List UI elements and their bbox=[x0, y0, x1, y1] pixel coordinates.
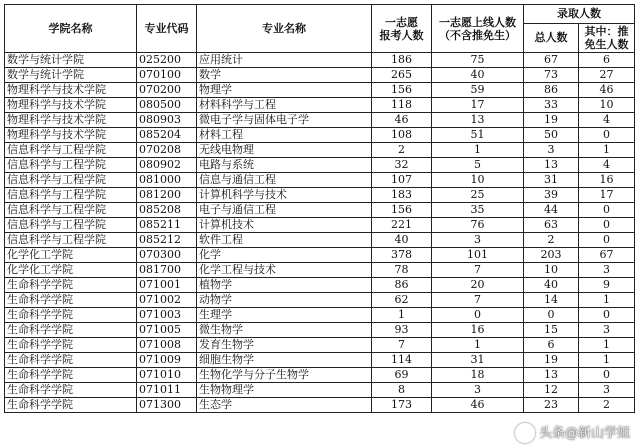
cell-exempt: 0 bbox=[579, 308, 635, 323]
cell-applicants: 221 bbox=[372, 218, 432, 233]
cell-major: 应用统计 bbox=[197, 53, 372, 68]
cell-passed: 16 bbox=[432, 323, 524, 338]
cell-passed: 0 bbox=[432, 308, 524, 323]
table-row bbox=[5, 68, 635, 83]
cell-exempt: 0 bbox=[579, 218, 635, 233]
cell-code: 085212 bbox=[137, 233, 197, 248]
cell-major: 电子与通信工程 bbox=[197, 203, 372, 218]
cell-code: 071011 bbox=[137, 383, 197, 398]
table-row bbox=[5, 383, 635, 398]
table-row bbox=[5, 338, 635, 353]
cell-major: 生物化学与分子生物学 bbox=[197, 368, 372, 383]
cell-code: 071005 bbox=[137, 323, 197, 338]
cell-passed: 46 bbox=[432, 398, 524, 413]
table-row bbox=[5, 368, 635, 383]
cell-code: 071002 bbox=[137, 293, 197, 308]
cell-college: 生命科学学院 bbox=[5, 338, 137, 353]
header-exempt bbox=[579, 24, 635, 53]
cell-code: 080903 bbox=[137, 113, 197, 128]
cell-applicants: 78 bbox=[372, 263, 432, 278]
header-first-choice bbox=[372, 5, 432, 53]
cell-passed: 76 bbox=[432, 218, 524, 233]
cell-code: 071300 bbox=[137, 398, 197, 413]
cell-major: 微电子学与固体电子学 bbox=[197, 113, 372, 128]
cell-applicants: 173 bbox=[372, 398, 432, 413]
header-code: 专业代码 bbox=[137, 5, 197, 53]
cell-applicants: 156 bbox=[372, 203, 432, 218]
cell-exempt: 4 bbox=[579, 158, 635, 173]
cell-exempt: 17 bbox=[579, 188, 635, 203]
table-row bbox=[5, 83, 635, 98]
cell-code: 080902 bbox=[137, 158, 197, 173]
cell-college: 物理科学与技术学院 bbox=[5, 98, 137, 113]
table-row bbox=[5, 398, 635, 413]
cell-passed: 75 bbox=[432, 53, 524, 68]
cell-major: 动物学 bbox=[197, 293, 372, 308]
cell-applicants: 46 bbox=[372, 113, 432, 128]
cell-applicants: 186 bbox=[372, 53, 432, 68]
cell-college: 物理科学与技术学院 bbox=[5, 83, 137, 98]
table-row bbox=[5, 173, 635, 188]
toutiao-logo-icon bbox=[515, 423, 535, 443]
cell-major: 生物物理学 bbox=[197, 383, 372, 398]
cell-passed: 17 bbox=[432, 98, 524, 113]
cell-total: 67 bbox=[524, 53, 579, 68]
cell-code: 080500 bbox=[137, 98, 197, 113]
cell-major: 化学 bbox=[197, 248, 372, 263]
cell-exempt: 27 bbox=[579, 68, 635, 83]
header-first-choice-line1: 一志愿 bbox=[385, 15, 418, 29]
cell-passed: 59 bbox=[432, 83, 524, 98]
cell-exempt: 1 bbox=[579, 293, 635, 308]
cell-exempt: 2 bbox=[579, 398, 635, 413]
cell-code: 071010 bbox=[137, 368, 197, 383]
cell-applicants: 69 bbox=[372, 368, 432, 383]
cell-college: 信息科学与工程学院 bbox=[5, 158, 137, 173]
cell-total: 14 bbox=[524, 293, 579, 308]
cell-total: 19 bbox=[524, 113, 579, 128]
header-total: 总人数 bbox=[524, 24, 579, 53]
cell-total: 6 bbox=[524, 338, 579, 353]
cell-major: 软件工程 bbox=[197, 233, 372, 248]
cell-total: 39 bbox=[524, 188, 579, 203]
table-row bbox=[5, 218, 635, 233]
cell-passed: 1 bbox=[432, 338, 524, 353]
cell-passed: 20 bbox=[432, 278, 524, 293]
cell-passed: 101 bbox=[432, 248, 524, 263]
cell-college: 信息科学与工程学院 bbox=[5, 188, 137, 203]
cell-college: 信息科学与工程学院 bbox=[5, 218, 137, 233]
header-admitted: 录取人数 bbox=[524, 5, 635, 24]
cell-college: 物理科学与技术学院 bbox=[5, 113, 137, 128]
cell-total: 13 bbox=[524, 368, 579, 383]
cell-applicants: 2 bbox=[372, 143, 432, 158]
cell-code: 070200 bbox=[137, 83, 197, 98]
cell-exempt: 4 bbox=[579, 113, 635, 128]
cell-college: 信息科学与工程学院 bbox=[5, 203, 137, 218]
table-row bbox=[5, 293, 635, 308]
cell-applicants: 7 bbox=[372, 338, 432, 353]
cell-applicants: 183 bbox=[372, 188, 432, 203]
cell-college: 化学化工学院 bbox=[5, 248, 137, 263]
cell-passed: 25 bbox=[432, 188, 524, 203]
header-college: 学院名称 bbox=[5, 5, 137, 53]
cell-passed: 5 bbox=[432, 158, 524, 173]
cell-applicants: 40 bbox=[372, 233, 432, 248]
cell-total: 12 bbox=[524, 383, 579, 398]
cell-college: 生命科学学院 bbox=[5, 293, 137, 308]
cell-major: 材料工程 bbox=[197, 128, 372, 143]
cell-total: 44 bbox=[524, 203, 579, 218]
table-row bbox=[5, 263, 635, 278]
table-row bbox=[5, 248, 635, 263]
cell-major: 细胞生物学 bbox=[197, 353, 372, 368]
cell-total: 2 bbox=[524, 233, 579, 248]
table-row bbox=[5, 353, 635, 368]
cell-applicants: 1 bbox=[372, 308, 432, 323]
cell-major: 数学 bbox=[197, 68, 372, 83]
cell-total: 10 bbox=[524, 263, 579, 278]
header-above-line-line1: 一志愿上线人数 bbox=[439, 15, 516, 29]
cell-passed: 3 bbox=[432, 383, 524, 398]
table-row bbox=[5, 53, 635, 68]
cell-applicants: 378 bbox=[372, 248, 432, 263]
cell-total: 73 bbox=[524, 68, 579, 83]
cell-code: 071001 bbox=[137, 278, 197, 293]
admission-table bbox=[4, 4, 635, 413]
cell-total: 63 bbox=[524, 218, 579, 233]
cell-exempt: 0 bbox=[579, 128, 635, 143]
header-major: 专业名称 bbox=[197, 5, 372, 53]
cell-total: 33 bbox=[524, 98, 579, 113]
cell-total: 19 bbox=[524, 353, 579, 368]
table-row bbox=[5, 143, 635, 158]
cell-exempt: 3 bbox=[579, 323, 635, 338]
cell-exempt: 46 bbox=[579, 83, 635, 98]
table-row bbox=[5, 323, 635, 338]
cell-exempt: 1 bbox=[579, 338, 635, 353]
cell-college: 信息科学与工程学院 bbox=[5, 143, 137, 158]
cell-major: 计算机技术 bbox=[197, 218, 372, 233]
cell-college: 信息科学与工程学院 bbox=[5, 173, 137, 188]
cell-applicants: 32 bbox=[372, 158, 432, 173]
cell-total: 50 bbox=[524, 128, 579, 143]
cell-college: 信息科学与工程学院 bbox=[5, 233, 137, 248]
cell-applicants: 156 bbox=[372, 83, 432, 98]
cell-college: 生命科学学院 bbox=[5, 398, 137, 413]
cell-passed: 40 bbox=[432, 68, 524, 83]
table-row bbox=[5, 308, 635, 323]
cell-exempt: 67 bbox=[579, 248, 635, 263]
cell-major: 化学工程与技术 bbox=[197, 263, 372, 278]
table-row bbox=[5, 188, 635, 203]
cell-major: 微生物学 bbox=[197, 323, 372, 338]
cell-applicants: 107 bbox=[372, 173, 432, 188]
cell-code: 081200 bbox=[137, 188, 197, 203]
header-exempt-line1: 其中：推 bbox=[584, 25, 629, 38]
cell-code: 071009 bbox=[137, 353, 197, 368]
cell-passed: 51 bbox=[432, 128, 524, 143]
cell-college: 化学化工学院 bbox=[5, 263, 137, 278]
cell-code: 070100 bbox=[137, 68, 197, 83]
cell-passed: 1 bbox=[432, 143, 524, 158]
cell-code: 081000 bbox=[137, 173, 197, 188]
cell-college: 生命科学学院 bbox=[5, 383, 137, 398]
cell-total: 86 bbox=[524, 83, 579, 98]
cell-applicants: 114 bbox=[372, 353, 432, 368]
header-exempt-line2: 免生人数 bbox=[584, 38, 629, 51]
table-row bbox=[5, 203, 635, 218]
cell-passed: 7 bbox=[432, 263, 524, 278]
cell-college: 生命科学学院 bbox=[5, 353, 137, 368]
cell-exempt: 9 bbox=[579, 278, 635, 293]
cell-major: 无线电物理 bbox=[197, 143, 372, 158]
cell-passed: 18 bbox=[432, 368, 524, 383]
cell-applicants: 93 bbox=[372, 323, 432, 338]
cell-college: 生命科学学院 bbox=[5, 278, 137, 293]
cell-applicants: 62 bbox=[372, 293, 432, 308]
cell-exempt: 0 bbox=[579, 233, 635, 248]
watermark bbox=[515, 422, 630, 444]
cell-total: 3 bbox=[524, 143, 579, 158]
cell-major: 材料科学与工程 bbox=[197, 98, 372, 113]
cell-exempt: 3 bbox=[579, 263, 635, 278]
cell-code: 071003 bbox=[137, 308, 197, 323]
cell-passed: 13 bbox=[432, 113, 524, 128]
cell-applicants: 118 bbox=[372, 98, 432, 113]
cell-total: 203 bbox=[524, 248, 579, 263]
cell-code: 085204 bbox=[137, 128, 197, 143]
cell-applicants: 108 bbox=[372, 128, 432, 143]
cell-total: 15 bbox=[524, 323, 579, 338]
cell-major: 信息与通信工程 bbox=[197, 173, 372, 188]
cell-major: 生理学 bbox=[197, 308, 372, 323]
header-above-line bbox=[432, 5, 524, 53]
table-row bbox=[5, 113, 635, 128]
cell-college: 生命科学学院 bbox=[5, 308, 137, 323]
table-row bbox=[5, 98, 635, 113]
cell-passed: 3 bbox=[432, 233, 524, 248]
table-row bbox=[5, 233, 635, 248]
cell-college: 生命科学学院 bbox=[5, 323, 137, 338]
watermark-text: 头条@新山学姐 bbox=[538, 425, 630, 441]
cell-major: 生态学 bbox=[197, 398, 372, 413]
cell-applicants: 86 bbox=[372, 278, 432, 293]
header-above-line-line2: （不含推免生） bbox=[439, 28, 516, 42]
cell-exempt: 1 bbox=[579, 143, 635, 158]
cell-code: 070300 bbox=[137, 248, 197, 263]
cell-exempt: 6 bbox=[579, 53, 635, 68]
cell-exempt: 10 bbox=[579, 98, 635, 113]
cell-total: 13 bbox=[524, 158, 579, 173]
cell-exempt: 0 bbox=[579, 368, 635, 383]
cell-major: 电路与系统 bbox=[197, 158, 372, 173]
cell-major: 植物学 bbox=[197, 278, 372, 293]
cell-exempt: 0 bbox=[579, 203, 635, 218]
cell-passed: 31 bbox=[432, 353, 524, 368]
table-row bbox=[5, 158, 635, 173]
cell-exempt: 3 bbox=[579, 383, 635, 398]
cell-code: 070208 bbox=[137, 143, 197, 158]
table-body bbox=[5, 53, 635, 413]
cell-major: 发育生物学 bbox=[197, 338, 372, 353]
cell-exempt: 16 bbox=[579, 173, 635, 188]
cell-applicants: 8 bbox=[372, 383, 432, 398]
cell-total: 0 bbox=[524, 308, 579, 323]
cell-total: 31 bbox=[524, 173, 579, 188]
cell-code: 025200 bbox=[137, 53, 197, 68]
cell-code: 071008 bbox=[137, 338, 197, 353]
cell-passed: 7 bbox=[432, 293, 524, 308]
cell-code: 081700 bbox=[137, 263, 197, 278]
cell-college: 生命科学学院 bbox=[5, 368, 137, 383]
cell-passed: 10 bbox=[432, 173, 524, 188]
cell-major: 物理学 bbox=[197, 83, 372, 98]
cell-college: 数学与统计学院 bbox=[5, 68, 137, 83]
cell-college: 数学与统计学院 bbox=[5, 53, 137, 68]
cell-college: 物理科学与技术学院 bbox=[5, 128, 137, 143]
header-first-choice-line2: 报考人数 bbox=[379, 28, 424, 42]
cell-total: 40 bbox=[524, 278, 579, 293]
table-row bbox=[5, 128, 635, 143]
cell-passed: 35 bbox=[432, 203, 524, 218]
cell-total: 23 bbox=[524, 398, 579, 413]
table-row bbox=[5, 278, 635, 293]
cell-code: 085211 bbox=[137, 218, 197, 233]
cell-applicants: 265 bbox=[372, 68, 432, 83]
cell-major: 计算机科学与技术 bbox=[197, 188, 372, 203]
cell-exempt: 1 bbox=[579, 353, 635, 368]
cell-code: 085208 bbox=[137, 203, 197, 218]
